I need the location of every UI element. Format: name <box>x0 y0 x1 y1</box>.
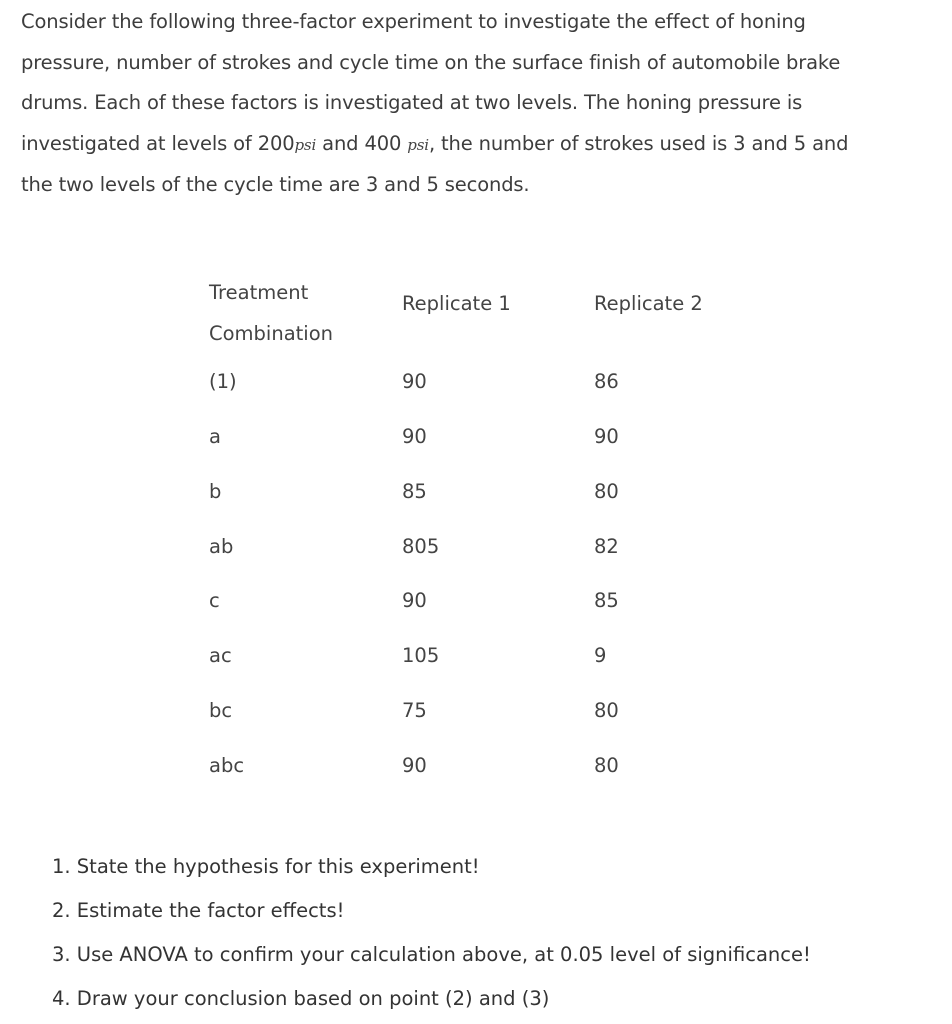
row-combo: c <box>209 589 220 612</box>
row-replicate-2: 80 <box>594 699 619 722</box>
row-replicate-1: 90 <box>402 425 427 448</box>
psi-unit: psi <box>294 135 317 154</box>
row-replicate-1: 90 <box>402 589 427 612</box>
row-combo: b <box>209 480 222 503</box>
row-combo: bc <box>209 699 233 722</box>
header-treatment-line1: Treatment <box>209 281 309 304</box>
row-combo: a <box>209 425 221 448</box>
row-replicate-1: 90 <box>402 370 427 393</box>
header-replicate-1: Replicate 1 <box>402 292 511 315</box>
intro-line-4 <box>21 124 941 166</box>
row-replicate-2: 90 <box>594 425 619 448</box>
row-combo: ac <box>209 644 232 667</box>
intro-line-3: drums. Each of these factors is investigated at two levels. The honing pressure is <box>21 91 803 114</box>
row-combo: abc <box>209 754 245 777</box>
row-replicate-2: 82 <box>594 535 619 558</box>
row-replicate-2: 85 <box>594 589 619 612</box>
question-item: 1. State the hypothesis for this experiment! <box>52 855 480 878</box>
question-item: 2. Estimate the factor effects! <box>52 899 345 922</box>
problem-statement <box>21 2 941 206</box>
intro-line-1: Consider the following three-factor experiment to investigate the effect of honing <box>21 10 806 33</box>
row-combo: (1) <box>209 370 237 393</box>
row-replicate-2: 80 <box>594 754 619 777</box>
row-replicate-1: 805 <box>402 535 440 558</box>
row-replicate-2: 80 <box>594 480 619 503</box>
header-treatment-combination <box>209 273 333 354</box>
row-replicate-2: 86 <box>594 370 619 393</box>
psi-unit: psi <box>407 135 429 154</box>
row-combo: ab <box>209 535 234 558</box>
row-replicate-1: 75 <box>402 699 427 722</box>
header-treatment-line2: Combination <box>209 321 333 345</box>
row-replicate-1: 90 <box>402 754 427 777</box>
question-item: 3. Use ANOVA to confirm your calculation above, at 0.05 level of significance! <box>52 943 811 966</box>
intro-line-2: pressure, number of strokes and cycle time on the surface finish of automobile brake <box>21 50 841 74</box>
row-replicate-2: 9 <box>594 644 607 667</box>
intro-line-4-part-b: and 400 <box>316 131 408 155</box>
intro-line-4-part-a: investigated at levels of 200 <box>21 131 295 155</box>
question-item: 4. Draw your conclusion based on point (2) and (3) <box>52 987 550 1010</box>
header-replicate-2: Replicate 2 <box>594 292 703 315</box>
intro-line-4-part-c: , the number of strokes used is 3 and 5 and <box>428 131 849 155</box>
row-replicate-1: 105 <box>402 644 440 667</box>
intro-line-5: the two levels of the cycle time are 3 and 5 seconds. <box>21 173 530 196</box>
question-list <box>52 845 811 1021</box>
row-replicate-1: 85 <box>402 480 427 503</box>
